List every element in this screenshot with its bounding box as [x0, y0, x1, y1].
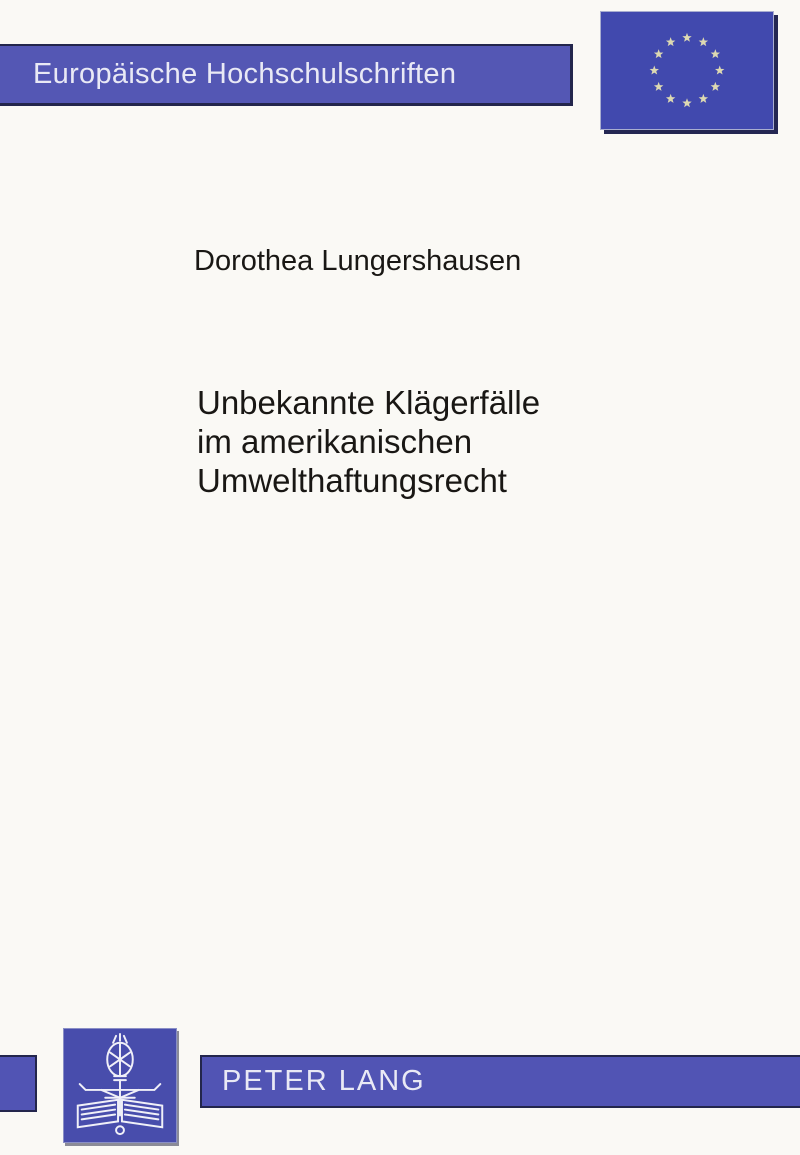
peter-lang-lamp-book-logo: [63, 1028, 177, 1143]
publisher-name: PETER LANG: [222, 1065, 426, 1097]
series-title: Europäische Hochschulschriften: [33, 58, 457, 90]
title-line-2: im amerikanischen: [197, 423, 473, 460]
author-name: Dorothea Lungershausen: [194, 245, 522, 277]
book-title: [197, 383, 540, 500]
publisher-bar: [200, 1055, 800, 1108]
eu-flag-icon: [600, 11, 774, 130]
publisher-logo-art: [64, 1029, 176, 1142]
title-line-3: Umwelthaftungsrecht: [197, 462, 507, 499]
spine-stub-bar: [0, 1055, 37, 1112]
series-banner: [0, 44, 573, 106]
eu-flag-stars: [601, 12, 773, 129]
title-line-1: Unbekannte Klägerfälle: [197, 384, 541, 421]
